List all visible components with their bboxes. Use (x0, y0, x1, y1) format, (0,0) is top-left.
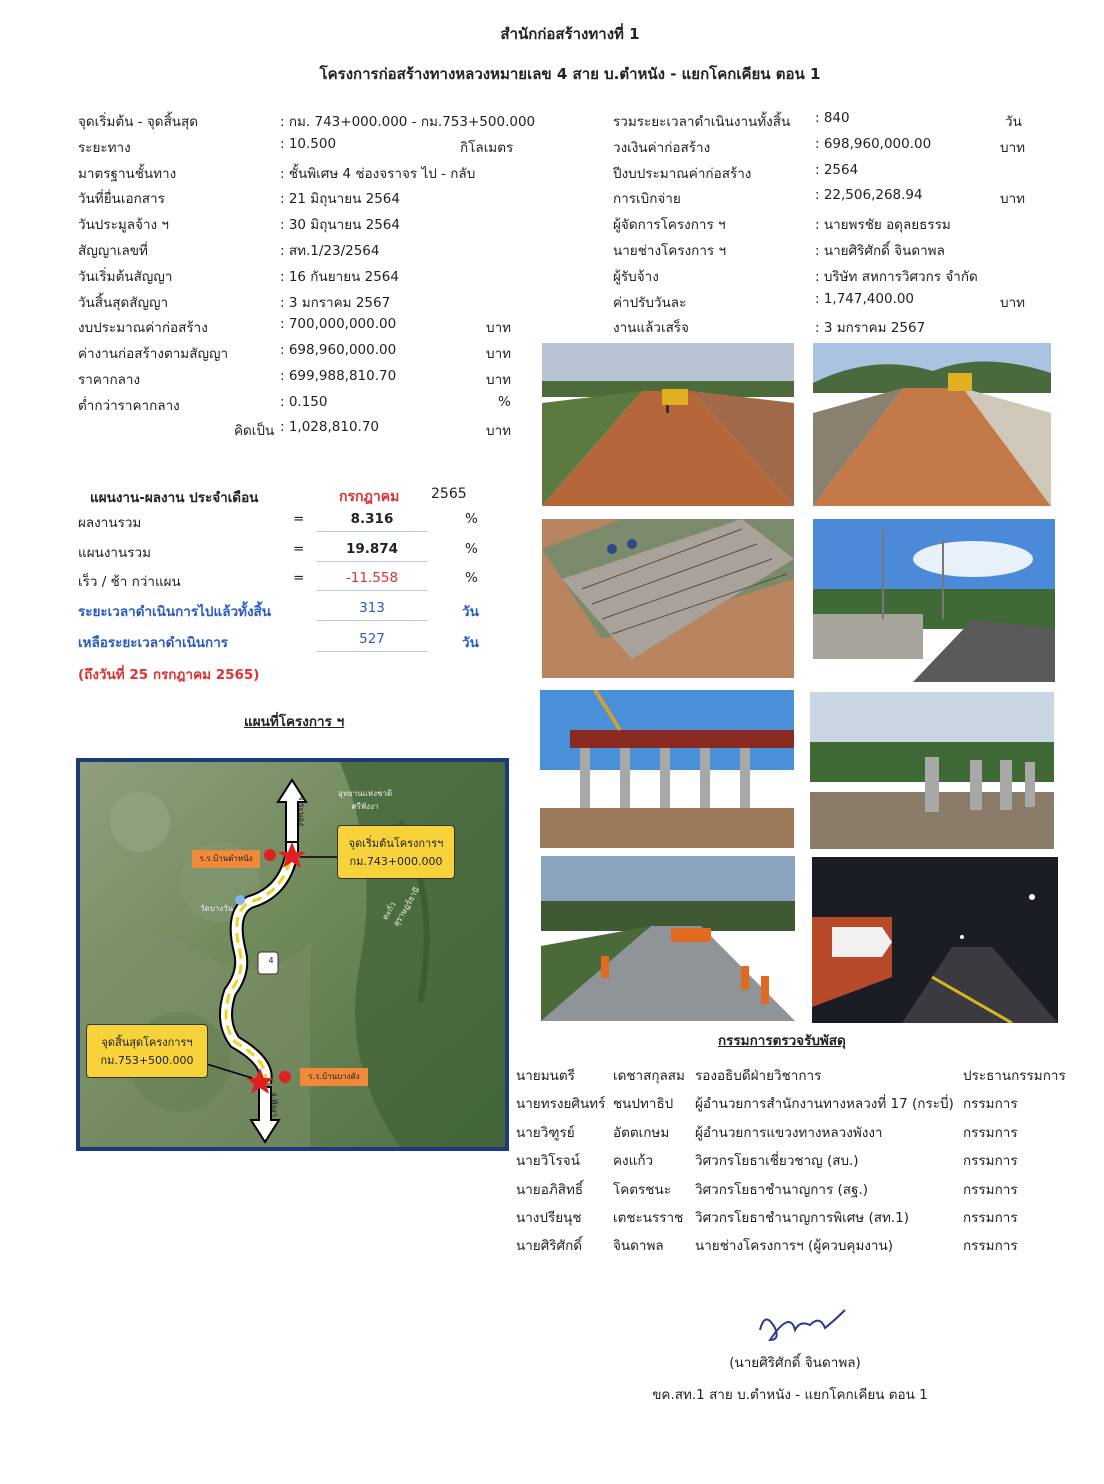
photo-bridge-piers (540, 690, 794, 848)
map-terrain (80, 762, 505, 1147)
left-info-label: วันประมูลจ้าง ฯ (78, 217, 170, 234)
left-info-label: ระยะทาง (78, 139, 131, 156)
member-position: วิศวกรโยธาเชี่ยวชาญ (สบ.) (695, 1153, 859, 1170)
left-info-unit: % (498, 393, 511, 410)
member-last-name: เดชาสกุลสม (613, 1068, 685, 1084)
member-first-name: นายศิริศักดิ์ (516, 1238, 583, 1255)
right-info-value: : 2564 (815, 161, 859, 178)
photo-road-grader (542, 343, 794, 506)
office-title: สำนักก่อสร้างทางที่ 1 (500, 25, 640, 43)
member-first-name: นายทรงยศินทร์ (516, 1096, 606, 1113)
left-info-unit: บาท (486, 346, 512, 363)
progress-year: 2565 (431, 486, 467, 502)
left-info-unit: กิโลเมตร (460, 139, 514, 156)
member-last-name: โคตรชนะ (613, 1181, 671, 1198)
signature-title: ขค.สท.1 สาย บ.ตำหนัง - แยกโคกเคียน ตอน 1 (652, 1387, 928, 1403)
progress-eq: = (293, 570, 305, 586)
progress-unit: % (465, 511, 478, 527)
left-info-value: : 10.500 (280, 135, 337, 152)
member-position: ผู้อำนวยการแขวงทางหลวงพังงา (695, 1124, 883, 1141)
left-info-value: : 700,000,000.00 (280, 316, 397, 333)
right-info-value: : 3 มกราคม 2567 (815, 320, 926, 337)
left-info-value: : 0.150 (280, 393, 328, 410)
member-first-name: นางปรียนุช (516, 1210, 582, 1226)
left-info-label: วันเริ่มต้นสัญญา (78, 268, 173, 285)
progress-eq: = (293, 541, 305, 557)
progress-value: 19.874 (316, 541, 428, 562)
left-info-value: : 16 กันยายน 2564 (280, 268, 399, 285)
right-info-value: : บริษัท สหการวิศวกร จำกัด (815, 268, 978, 285)
right-info-label: วงเงินค่าก่อสร้าง (613, 139, 711, 156)
member-role: กรรมการ (963, 1124, 1018, 1141)
member-first-name: นายวิโรจน์ (516, 1153, 580, 1170)
member-first-name: นายอภิสิทธิ์ (516, 1181, 584, 1198)
right-info-value: : 840 (815, 110, 850, 126)
project-title: โครงการก่อสร้างทางหลวงหมายเลข 4 สาย บ.ตำหนัง - แยกโคกเคียน ตอน 1 (319, 65, 821, 83)
right-info-label: ผู้จัดการโครงการ ฯ (613, 217, 726, 234)
right-info-unit: บาท (1000, 294, 1026, 311)
member-last-name: อัตตเกษม (613, 1124, 670, 1141)
left-info-value: : ชั้นพิเศษ 4 ช่องจราจร ไป - กลับ (280, 165, 476, 182)
right-info-value: : 22,506,268.94 (815, 187, 923, 204)
left-info-label: วันที่ยื่นเอกสาร (78, 191, 165, 208)
left-info-value: : 698,960,000.00 (280, 342, 397, 359)
member-first-name: นายวิฑูรย์ (516, 1124, 575, 1141)
progress-unit: % (465, 570, 478, 586)
right-info-label: ค่าปรับวันละ (613, 294, 687, 311)
progress-unit: วัน (462, 635, 479, 651)
right-info-label: นายช่างโครงการ ฯ (613, 243, 727, 259)
left-info-unit: บาท (486, 372, 512, 388)
member-position: รองอธิบดีฝ่ายวิชาการ (695, 1068, 822, 1084)
member-role: กรรมการ (963, 1096, 1018, 1113)
left-info-label: มาตรฐานชั้นทาง (78, 165, 177, 182)
right-info-label: ปีงบประมาณค่าก่อสร้าง (613, 165, 752, 182)
school-bottom-label: ร.ร.บ้านบางดัง (300, 1068, 368, 1086)
right-info-value: : 698,960,000.00 (815, 135, 932, 152)
photo-road-roller (813, 343, 1051, 506)
right-info-label: รวมระยะเวลาดำเนินงานทั้งสิ้น (613, 114, 791, 130)
member-first-name: นายมนตรี (516, 1068, 575, 1084)
member-last-name: จินดาพล (613, 1238, 664, 1255)
right-info-value: : 1,747,400.00 (815, 290, 915, 307)
calc-value: : 1,028,810.70 (280, 419, 380, 435)
member-position: วิศวกรโยธาชำนาญการพิเศษ (สท.1) (695, 1210, 910, 1226)
photo-bridge-abutment (813, 519, 1055, 682)
start-point-label (337, 825, 455, 879)
park-label: อุทยานแห่งชาติศรีพังงา (337, 789, 393, 811)
progress-unit: % (465, 541, 478, 557)
right-info-value: : นายศิริศักดิ์ จินดาพล (815, 243, 945, 259)
progress-label: เหลือระยะเวลาดำเนินการ (78, 635, 229, 651)
signature-image (750, 1300, 860, 1354)
progress-label: ระยะเวลาดำเนินการไปแล้วทั้งสิ้น (78, 604, 272, 620)
road-number-shield: 4 (268, 956, 274, 965)
member-position: นายช่างโครงการฯ (ผู้ควบคุมงาน) (695, 1238, 894, 1255)
direction-side-label: ตะกั่ว สุราษฎร์ธานี (380, 885, 422, 928)
progress-value: 313 (316, 600, 428, 621)
left-info-value: : 699,988,810.70 (280, 368, 397, 384)
member-position: ผู้อำนวยการสำนักงานทางหลวงที่ 17 (กระบี่) (695, 1096, 954, 1113)
calc-label: คิดเป็น (234, 423, 275, 439)
progress-unit: วัน (462, 604, 479, 620)
left-info-unit: บาท (486, 320, 512, 337)
left-info-value: : สท.1/23/2564 (280, 243, 380, 259)
end-label-line1: จุดสิ้นสุดโครงการฯ (101, 1036, 193, 1049)
left-info-value: : กม. 743+000.000 - กม.753+500.000 (280, 114, 536, 130)
left-info-label: จุดเริ่มต้น - จุดสิ้นสุด (78, 114, 199, 130)
project-map (76, 758, 509, 1151)
right-info-label: การเบิกจ่าย (613, 191, 681, 208)
signature-name: (นายศิริศักดิ์ จินดาพล) (729, 1355, 861, 1371)
start-label-line2: กม.743+000.000 (349, 855, 443, 868)
left-info-value: : 3 มกราคม 2567 (280, 294, 391, 311)
left-info-value: : 21 มิถุนายน 2564 (280, 191, 400, 208)
left-info-label: ค่างานก่อสร้างตามสัญญา (78, 346, 229, 363)
member-role: ประธานกรรมการ (963, 1068, 1066, 1084)
progress-asof: (ถึงวันที่ 25 กรกฎาคม 2565) (78, 667, 260, 683)
end-point-label (86, 1024, 208, 1078)
left-info-value: : 30 มิถุนายน 2564 (280, 217, 400, 234)
right-info-unit: วัน (1005, 114, 1022, 130)
committee-heading: กรรมการตรวจรับพัสดุ (718, 1033, 846, 1049)
left-info-label: ต่ำกว่าราคากลาง (78, 397, 180, 414)
start-label-line1: จุดเริ่มต้นโครงการฯ (348, 837, 444, 850)
right-info-unit: บาท (1000, 191, 1026, 208)
member-last-name: คงแก้ว (613, 1153, 654, 1170)
member-position: วิศวกรโยธาชำนาญการ (สฐ.) (695, 1181, 869, 1198)
progress-title: แผนงาน-ผลงาน ประจำเดือน (90, 490, 259, 506)
progress-month: กรกฎาคม (339, 489, 400, 505)
direction-top-label: จ.ระนอง (297, 796, 306, 827)
direction-bottom-label: จ.พังงา (270, 1092, 279, 1117)
member-role: กรรมการ (963, 1210, 1018, 1226)
map-heading: แผนที่โครงการ ฯ (244, 714, 345, 730)
right-info-label: งานแล้วเสร็จ (613, 320, 689, 337)
photo-drainage-rebar (542, 519, 794, 678)
photo-night-signs (812, 857, 1058, 1023)
right-info-value: : นายพรชัย อดุลยธรรม (815, 217, 951, 234)
progress-label: เร็ว / ช้า กว่าแผน (78, 574, 181, 590)
member-last-name: เตชะนรราช (613, 1210, 684, 1226)
temple-label: วัดบางวัน (200, 904, 234, 913)
progress-value: -11.558 (316, 570, 428, 591)
calc-unit: บาท (486, 423, 512, 439)
photo-traffic-cones (541, 856, 795, 1021)
progress-eq: = (293, 511, 305, 527)
left-info-label: ราคากลาง (78, 372, 141, 388)
school-top-label: ร.ร.บ้านตำหนัง (192, 850, 260, 868)
member-last-name: ชนปทาธิป (613, 1096, 674, 1113)
progress-value: 8.316 (316, 511, 428, 532)
left-info-label: งบประมาณค่าก่อสร้าง (78, 320, 208, 337)
right-info-unit: บาท (1000, 139, 1026, 156)
left-info-label: วันสิ้นสุดสัญญา (78, 294, 169, 311)
member-role: กรรมการ (963, 1181, 1018, 1198)
right-info-label: ผู้รับจ้าง (613, 268, 659, 285)
member-role: กรรมการ (963, 1238, 1018, 1255)
left-info-label: สัญญาเลขที่ (78, 243, 148, 259)
progress-label: แผนงานรวม (78, 545, 151, 561)
member-role: กรรมการ (963, 1153, 1018, 1170)
progress-value: 527 (316, 631, 428, 652)
photo-pier-columns (810, 692, 1054, 849)
end-label-line2: กม.753+500.000 (100, 1054, 194, 1067)
progress-label: ผลงานรวม (78, 515, 142, 531)
